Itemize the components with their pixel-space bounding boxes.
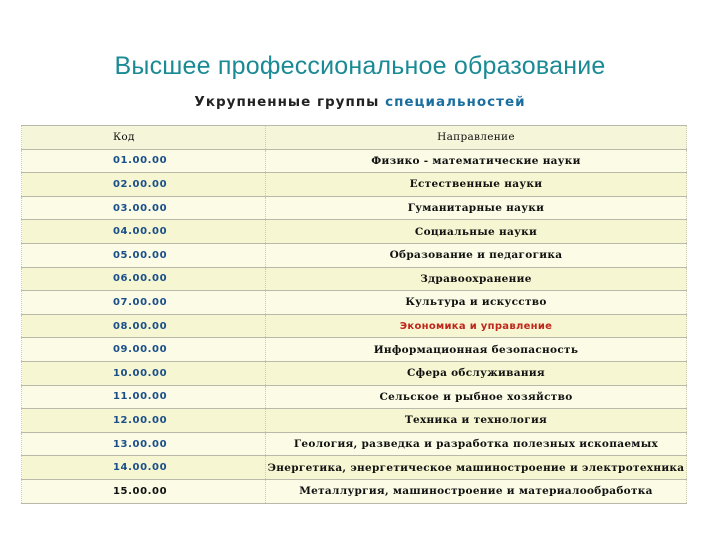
table-row	[22, 385, 687, 409]
row-code: 08.00.00	[22, 314, 266, 338]
row-code: 01.00.00	[22, 149, 266, 173]
subtitle-text: Укрупненные группы	[194, 94, 386, 110]
table-row	[22, 173, 687, 197]
row-code: 12.00.00	[22, 409, 266, 433]
row-direction: Здравоохранение	[266, 267, 687, 291]
row-code: 06.00.00	[22, 267, 266, 291]
table-row	[22, 338, 687, 362]
row-code: 07.00.00	[22, 291, 266, 315]
row-code: 15.00.00	[22, 479, 266, 503]
row-code: 09.00.00	[22, 338, 266, 362]
table-row	[22, 149, 687, 173]
row-code: 14.00.00	[22, 456, 266, 480]
row-direction: Образование и педагогика	[266, 243, 687, 267]
table-row	[22, 291, 687, 315]
row-code: 03.00.00	[22, 196, 266, 220]
row-direction: Культура и искусство	[266, 291, 687, 315]
table-row	[22, 479, 687, 503]
row-code: 13.00.00	[22, 432, 266, 456]
table-row	[22, 220, 687, 244]
row-direction: Гуманитарные науки	[266, 196, 687, 220]
row-direction-highlighted: Экономика и управление	[266, 314, 687, 338]
table-row	[22, 196, 687, 220]
row-direction: Информационная безопасность	[266, 338, 687, 362]
table-header-row	[22, 126, 687, 150]
row-direction: Социальные науки	[266, 220, 687, 244]
row-direction: Энергетика, энергетическое машиностроение и электротехника	[266, 456, 687, 480]
row-direction: Естественные науки	[266, 173, 687, 197]
table-row	[22, 267, 687, 291]
row-direction: Металлургия, машиностроение и материалообработка	[266, 479, 687, 503]
table-row	[22, 314, 687, 338]
row-code: 04.00.00	[22, 220, 266, 244]
header-code: Код	[22, 126, 266, 150]
row-code: 05.00.00	[22, 243, 266, 267]
header-direction: Направление	[266, 126, 687, 150]
page-title: Высшее профессиональное образование	[114, 52, 606, 80]
row-direction: Геология, разведка и разработка полезных ископаемых	[266, 432, 687, 456]
table-row	[22, 243, 687, 267]
row-code: 11.00.00	[22, 385, 266, 409]
subtitle-accent: специальностей	[385, 94, 526, 110]
table-row	[22, 456, 687, 480]
subtitle	[0, 94, 720, 110]
row-direction: Сфера обслуживания	[266, 361, 687, 385]
table-row	[22, 432, 687, 456]
row-direction: Техника и технология	[266, 409, 687, 433]
row-code: 02.00.00	[22, 173, 266, 197]
row-code: 10.00.00	[22, 361, 266, 385]
table-row	[22, 409, 687, 433]
row-direction: Физико - математические науки	[266, 149, 687, 173]
specialty-groups-table	[21, 125, 687, 504]
row-direction: Сельское и рыбное хозяйство	[266, 385, 687, 409]
table-row	[22, 361, 687, 385]
